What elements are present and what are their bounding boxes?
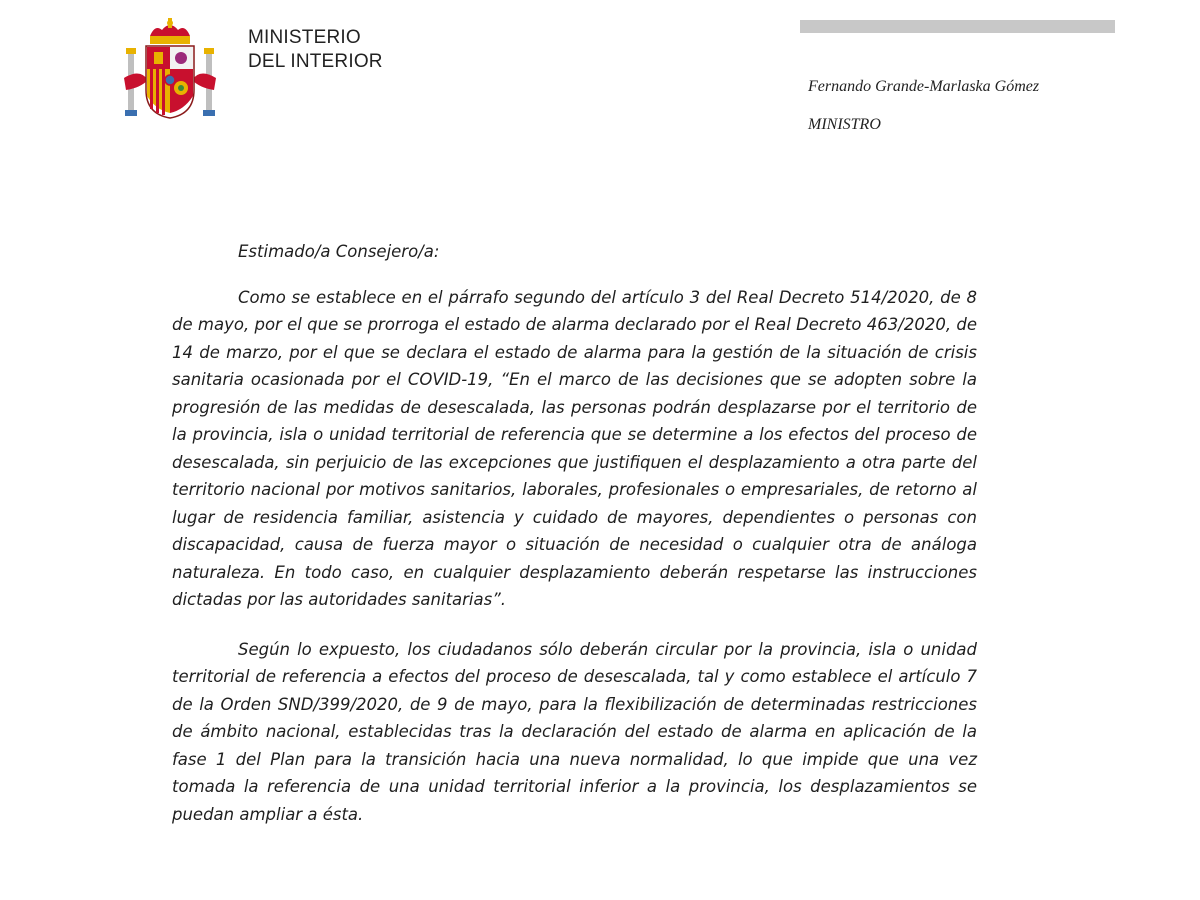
ministry-line-1: MINISTERIO: [248, 27, 361, 48]
letter-paragraph-1: Como se establece en el párrafo segundo del artículo 3 del Real Decreto 514/2020, de 8 de mayo, por el que se prorroga el estado de alarma declarado por el Real Decreto 463/2020, de 14 de marzo, por el que se declara el estado de alarma para la gestión de la situación de crisis sanitaria ocasionada por el COVID-19, “En el marco de las decisiones que se adopten sobre la progresión de las medidas de desescalada, las personas podrán desplazarse por el territorio de la provincia, isla o unidad territorial de referencia que se determine a los efectos del proceso de desescalada, sin perjuicio de las excepciones que justifiquen el desplazamiento a otra parte del territorio nacional por motivos sanitarios, laborales, profesionales o empresariales, de retorno al lugar de residencia familiar, asistencia y cuidado de mayores, dependientes o personas con discapacidad, causa de fuerza mayor o situación de necesidad o cualquier otra de análoga naturaleza. En todo caso, en cualquier desplazamiento deberán respetarse las instrucciones dictadas por las autoridades sanitarias”.: [172, 287, 977, 609]
letter-body: [172, 238, 977, 850]
spanish-coat-of-arms-icon: [120, 18, 220, 122]
ministry-name: [248, 26, 383, 74]
letter-greeting: Estimado/a Consejero/a:: [238, 242, 440, 261]
header-bar: [800, 20, 1115, 33]
signer-name: Fernando Grande-Marlaska Gómez: [808, 78, 1040, 95]
ministry-line-2: DEL INTERIOR: [248, 51, 383, 72]
letter-paragraph-2: Según lo expuesto, los ciudadanos sólo deberán circular por la provincia, isla o unidad territorial de referencia a efectos del proceso de desescalada, tal y como establece el artículo 7 de la Orden SND/399/2020, de 9 de mayo, para la flexibilización de determinadas restricciones de ámbito nacional, establecidas tras la declaración del estado de alarma en aplicación de la fase 1 del Plan para la transición hacia una nueva normalidad, lo que impide que una vez tomada la referencia de una unidad territorial inferior a la provincia, los desplazamientos se puedan ampliar a ésta.: [172, 639, 977, 824]
signer-role: MINISTRO: [808, 116, 881, 133]
